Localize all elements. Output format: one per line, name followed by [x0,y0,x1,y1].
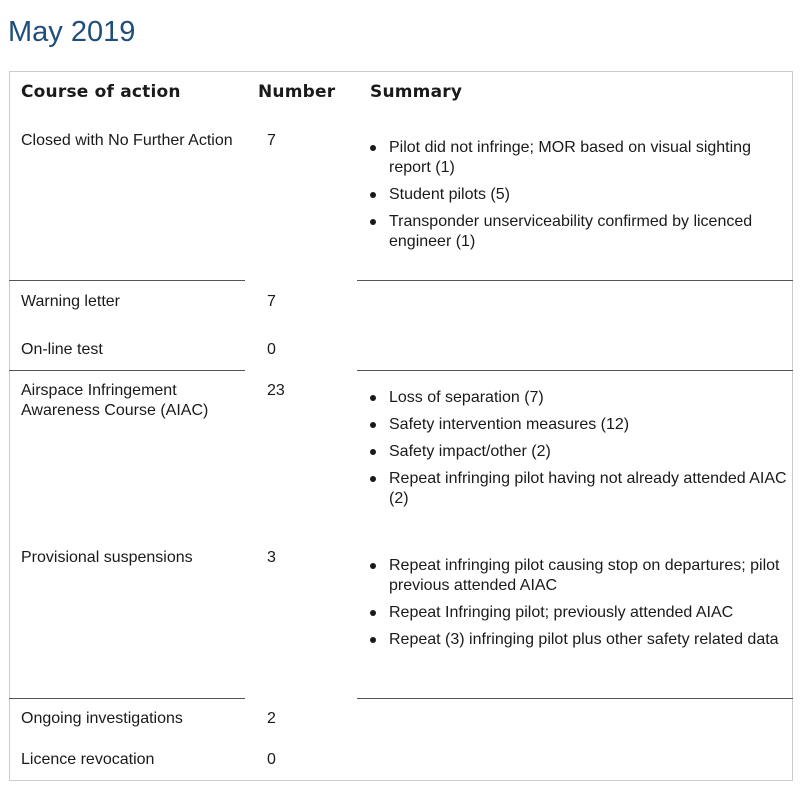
row-divider [9,370,245,371]
summary-item: Repeat (3) infringing pilot plus other safety related data [369,630,789,650]
header-course-of-action: Course of action [21,82,181,102]
course-cell: On-line test [21,341,103,358]
summary-item: Pilot did not infringe; MOR based on visual sighting report (1) [369,138,789,178]
summary-item: Repeat infringing pilot causing stop on departures; pilot previous attended AIAC [369,556,789,596]
bullet-icon [370,192,376,198]
course-cell: Provisional suspensions [21,549,193,566]
row-divider [9,280,245,281]
summary-list [369,556,789,657]
row-divider [9,698,245,699]
header-number: Number [258,82,336,102]
bullet-icon [370,145,376,151]
course-cell: Licence revocation [21,751,155,768]
number-cell: 3 [267,549,276,566]
course-cell: Closed with No Further Action [21,132,233,149]
summary-list [369,388,789,516]
number-cell: 2 [267,710,276,727]
course-cell: Warning letter [21,293,120,310]
summary-item: Transponder unserviceability confirmed by licenced engineer (1) [369,212,789,252]
number-cell: 0 [267,751,276,768]
row-divider [357,370,793,371]
bullet-icon [370,219,376,225]
number-cell: 0 [267,341,276,358]
summary-item: Repeat Infringing pilot; previously attended AIAC [369,603,789,623]
bullet-icon [370,449,376,455]
row-divider [357,280,793,281]
course-cell: Ongoing investigations [21,710,183,727]
summary-item: Safety impact/other (2) [369,442,789,462]
number-cell: 23 [267,382,285,399]
summary-list [369,138,789,259]
summary-item: Repeat infringing pilot having not already attended AIAC (2) [369,469,789,509]
bullet-icon [370,610,376,616]
course-cell: Airspace Infringement Awareness Course (AIAC) [21,382,209,419]
row-divider [357,698,793,699]
number-cell: 7 [267,132,276,149]
bullet-icon [370,422,376,428]
page-title: May 2019 [8,16,136,48]
summary-item: Student pilots (5) [369,185,789,205]
bullet-icon [370,637,376,643]
summary-item: Safety intervention measures (12) [369,415,789,435]
summary-item: Loss of separation (7) [369,388,789,408]
number-cell: 7 [267,293,276,310]
header-summary: Summary [370,82,463,102]
bullet-icon [370,395,376,401]
bullet-icon [370,563,376,569]
bullet-icon [370,476,376,482]
